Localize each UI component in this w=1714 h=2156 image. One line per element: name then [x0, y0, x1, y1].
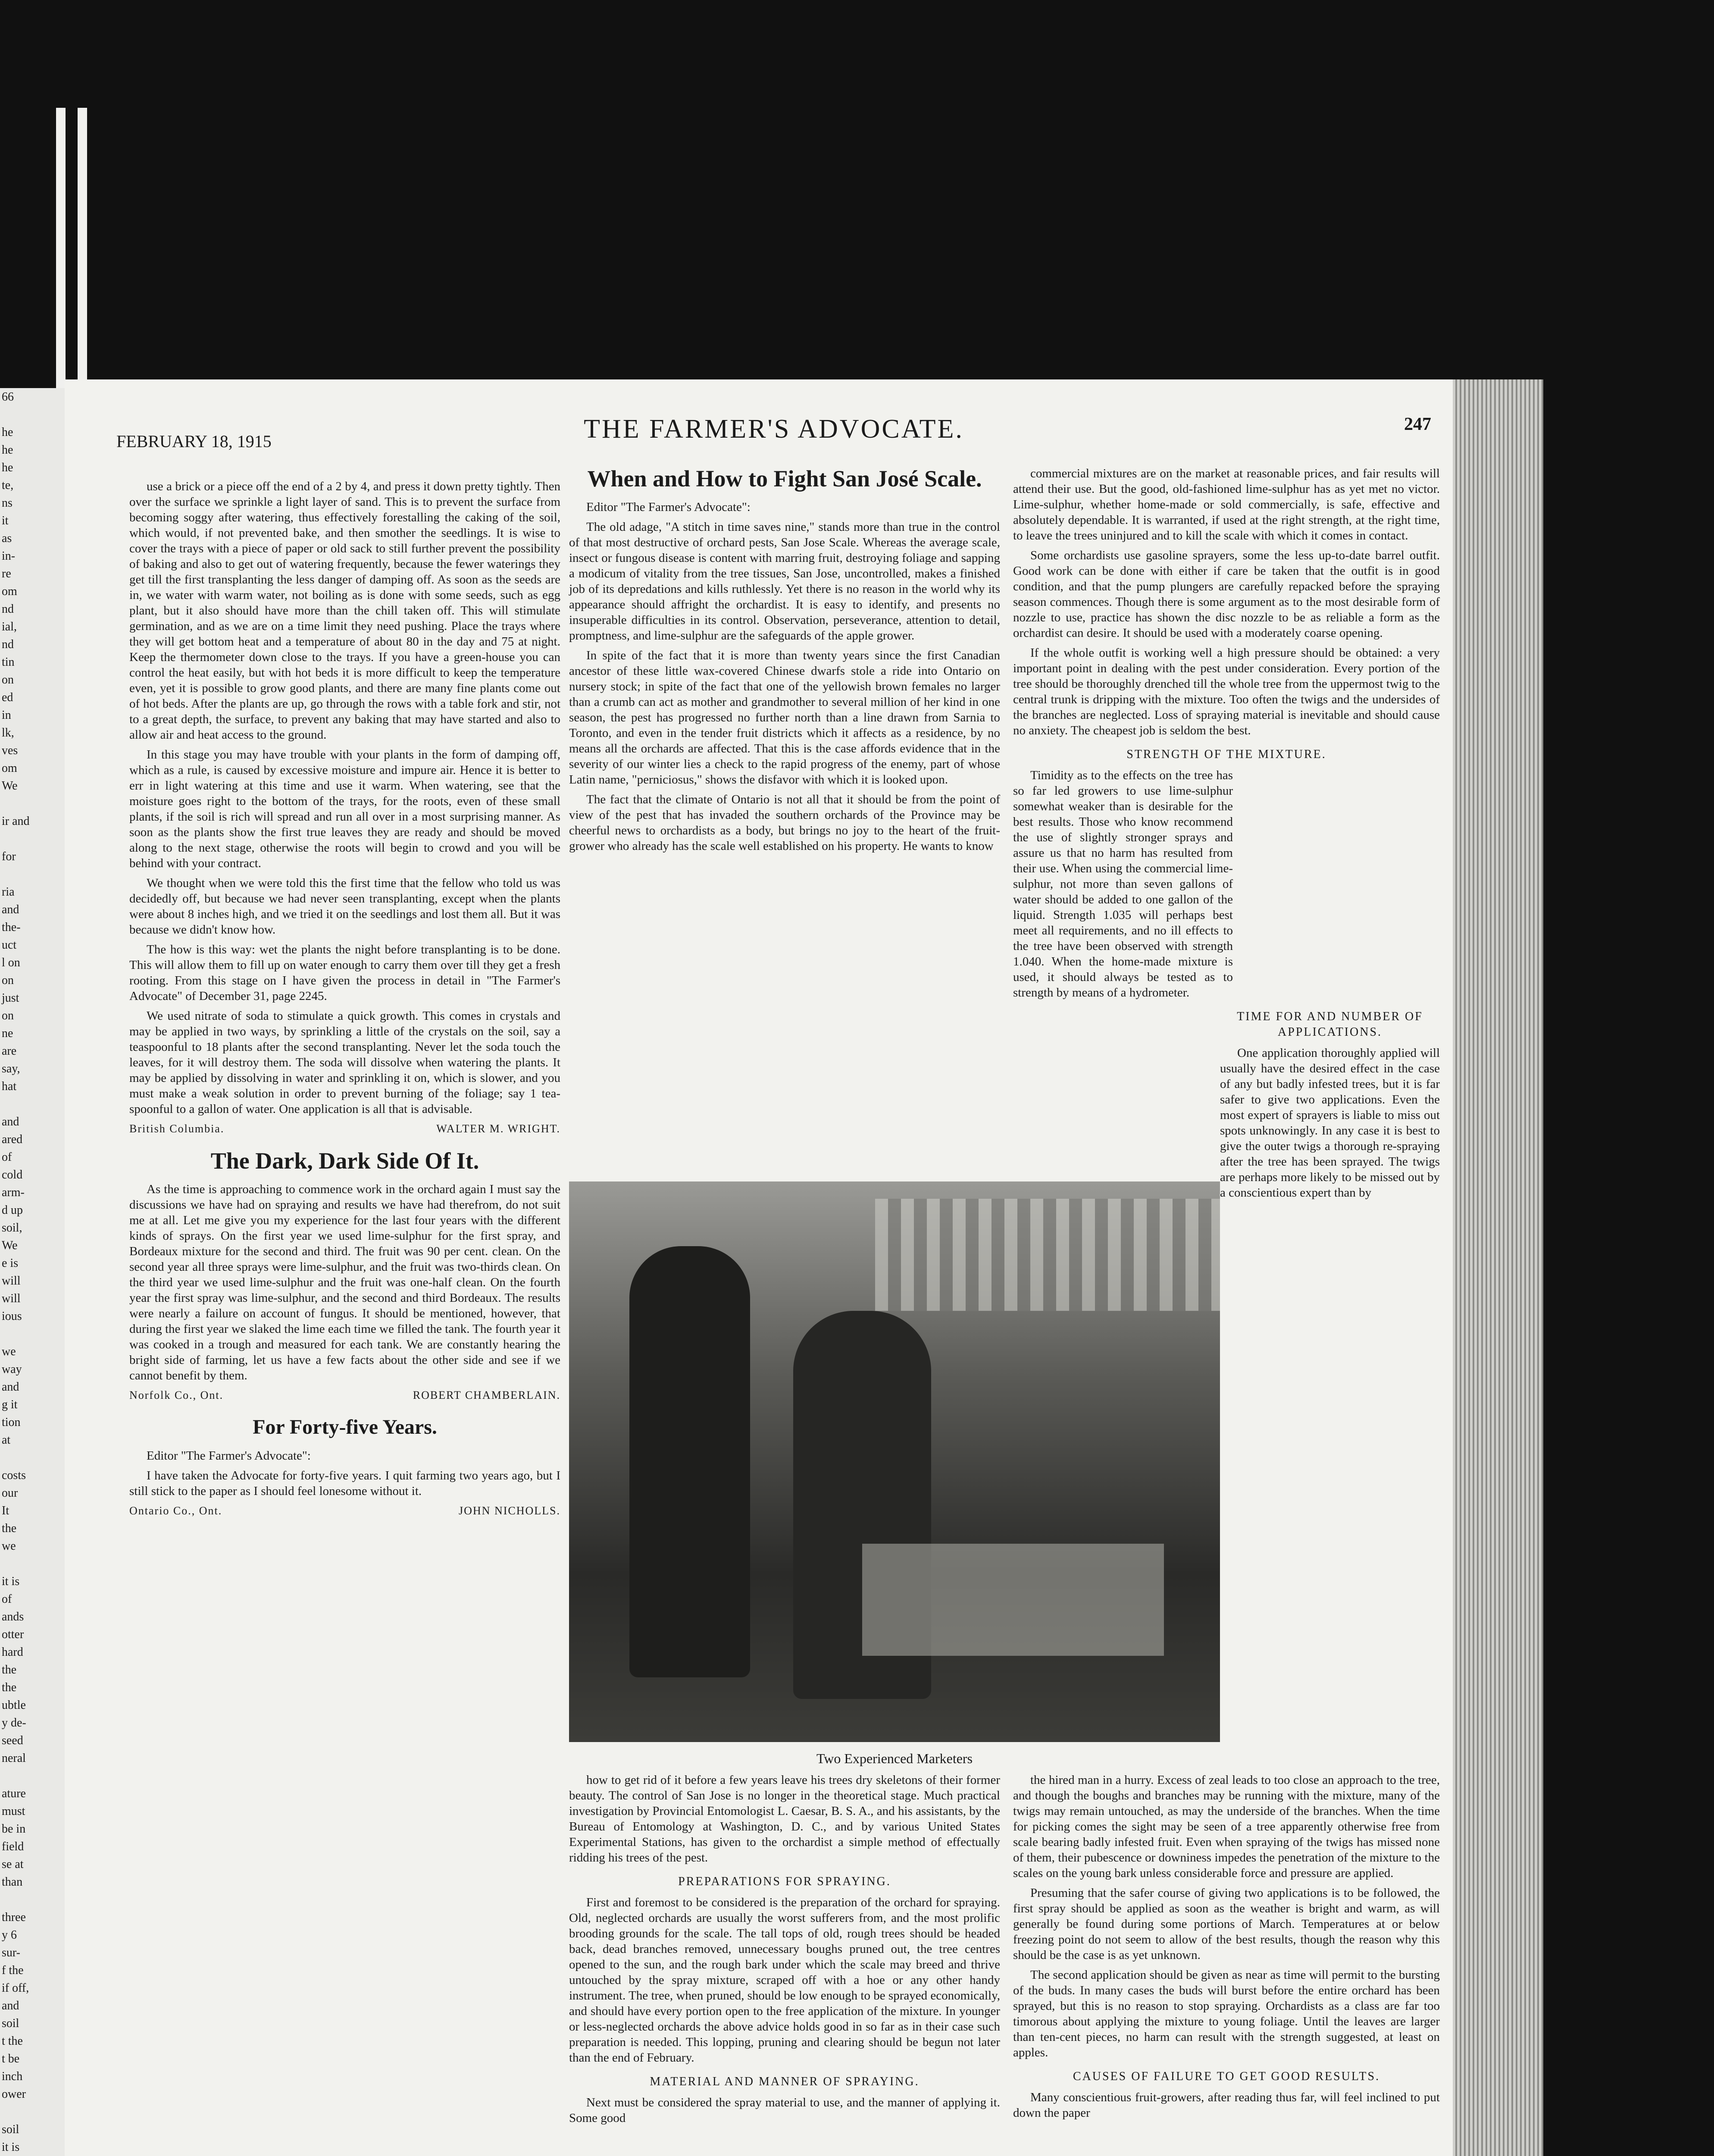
left-page-line: neral: [2, 1752, 26, 1765]
left-page-line: just: [2, 991, 19, 1005]
paragraph: Timidity as to the effects on the tree has so far led growers to use lime-sulphur somewhat weaker than is desirable for the best results. Those who know recommend the use of slightly stronger sprays and assure us that no harm has resulted from their use. When using the commercial lime-sulphur, not more than seven gallons of water should be added to one gallon of the liquid. Strength 1.035 will perhaps best meet all requirements, and no ill effects to the tree have been observed with strength 1.040. When the home-made mixture is used, it should always be tested as to strength by means of a hydrometer.: [1013, 768, 1233, 1000]
left-page-line: t the: [2, 2034, 23, 2048]
photograph-two-marketers: [569, 1181, 1220, 1742]
article-heading-san-jose-scale: When and How to Fight San José Scale.: [587, 466, 982, 492]
left-page-line: ower: [2, 2087, 26, 2101]
left-page-line: costs: [2, 1469, 26, 1482]
left-page-line: inch: [2, 2070, 23, 2083]
left-page-line: ed: [2, 691, 13, 704]
left-page-line: [2, 1449, 73, 1467]
article-heading-dark-side: The Dark, Dark Side Of It.: [210, 1148, 479, 1174]
binding-strip-2: [78, 108, 87, 410]
left-page-line: ria: [2, 885, 15, 899]
left-page-line: d up: [2, 1203, 23, 1217]
photo-crates: [862, 1544, 1164, 1656]
left-page-line: soil: [2, 2123, 19, 2136]
sig-place: British Columbia.: [129, 1122, 225, 1135]
left-page-line: [2, 406, 73, 423]
left-page-line: sur-: [2, 1946, 20, 1959]
left-page-line: 66: [2, 390, 14, 404]
left-page-line: the-: [2, 921, 21, 934]
paragraph: Some orchardists use gasoline sprayers, some the less up-to-date barrel outfit. Good work can be done with either if care be taken that the outfit is in good condition, and that the pump plungers are carefully repacked before the spraying season commences. Though there is some argument as to the most desirable form of nozzle to use, practice has shown the disc nozzle to be as reliable a form as the orchardist can desire. It should be used with a moderately coarse opening.: [1013, 548, 1440, 640]
photo-building: [875, 1199, 1220, 1311]
paragraph: use a brick or a piece off the end of a 2 by 4, and press it down pretty tightly. Then over the surface we sprinkle a light layer of sand. This is to prevent the surface from becoming soggy after watering, thus effectively forestalling the caking of the soil, which would, if not prevented bake, and then smother the seedlings. It is wise to cover the trays with a piece of paper or old sack to still further prevent the possibility of baking and also to get out of watering frequently, because the fewer waterings they get till the first transplanting the less danger of damping off. As soon as the seeds are in, we water with warm water, not boiling as is done with some seeds, such as egg plant, but it also should have more than the chill taken off. This will stimulate germination, and as we are on a time limit they need pushing. Place the trays where they will get bottom heat and a temperature of about 80 in the day and 75 at night. Keep the thermometer down close to the trays. If you have a green-house you can control the heat easily, but with hot beds it is more difficult to keep the temperature even, yet it is possible to grow good plants, and there are many fine plants come out of hot beds. After the plants are up, go through the rows with a table fork and stir, not to a great depth, the surface, to prevent any baking that may have started and also to allow air and heat access to the ground.: [129, 479, 560, 742]
left-page-line: re: [2, 567, 11, 580]
column-2: [569, 466, 1000, 858]
left-page-line: se at: [2, 1858, 24, 1871]
paragraph: commercial mixtures are on the market at reasonable prices, and fair results will attend their use. But the good, old-fashioned lime-sulphur has as yet met no victor. Lime-sulphur, whether home-made or sold commercially, is safe, effective and absolutely dependable. It is warranted, if used at the right strength, at the right time, to leave the trees uninjured and to kill the scale with which it comes in contact.: [1013, 467, 1440, 542]
left-page-line: nd: [2, 602, 14, 616]
sig-author: WALTER M. WRIGHT.: [436, 1122, 560, 1135]
left-page-fragment: [0, 388, 73, 2156]
left-page-line: otter: [2, 1628, 24, 1641]
left-page-line: ubtle: [2, 1698, 26, 1712]
left-page-line: y de-: [2, 1716, 26, 1730]
left-page-line: for: [2, 850, 16, 863]
masthead: THE FARMER'S ADVOCATE.: [584, 414, 964, 444]
paragraph: The second application should be given as near as time will permit to the bursting of the buds. In many cases the buds will burst before the entire orchard has been sprayed, but this is no reason to stop spraying. Orchardists as a class are far too timorous about applying the mixture to young foliage. Until the leaves are larger than ten-cent pieces, no harm can result with the strength suggested, at least on apples.: [1013, 1968, 1440, 2059]
left-page-line: soil,: [2, 1221, 22, 1235]
left-page-line: and: [2, 1380, 19, 1394]
left-page-line: of: [2, 1592, 12, 1606]
newspaper-page: [65, 379, 1457, 2156]
paragraph: Presuming that the safer course of giving two applications is to be followed, the first spray should be applied as soon as the weather is bright and warm, as will generally be found during some portions of March. Temperatures at or below freezing point do not seem to allow of the best results, though the reason why this should be the case is as yet unknown.: [1013, 1886, 1440, 1962]
column-3-lower: [1013, 1772, 1440, 2125]
left-page-line: [2, 2103, 73, 2121]
left-page-line: it: [2, 514, 9, 527]
left-page-line: uct: [2, 938, 17, 952]
left-page-line: hard: [2, 1645, 23, 1659]
subheading-preparations: PREPARATIONS FOR SPRAYING.: [678, 1875, 891, 1888]
left-page-line: the: [2, 1522, 17, 1535]
left-page-line: om: [2, 761, 17, 775]
paragraph: We used nitrate of soda to stimulate a quick growth. This comes in crystals and may be applied in two ways, by sprinkling a little of the crystals on the soil, say a teaspoonful to 18 plants after the second transplanting. Never let the soda touch the leaves, for it will destroy them. The soda will dissolve when watering the plants. It may be applied by dissolving in water and sprinkling it on, which is slower, and you must make a weak solution in order to prevent burning of the foliage; say 1 tea-spoonful to a gallon of water. One application is all that is advisable.: [129, 1009, 560, 1116]
left-page-line: ands: [2, 1610, 24, 1623]
left-page-line: [2, 1891, 73, 1908]
left-page-line: cold: [2, 1168, 23, 1181]
paragraph: Editor "The Farmer's Advocate":: [586, 500, 751, 514]
left-page-line: will: [2, 1292, 21, 1305]
left-page-line: We: [2, 779, 18, 793]
sig-place: Ontario Co., Ont.: [129, 1504, 222, 1517]
left-page-line: t be: [2, 2052, 20, 2065]
subheading-causes-failure: CAUSES OF FAILURE TO GET GOOD RESULTS.: [1073, 2070, 1380, 2083]
left-page-line: We: [2, 1239, 18, 1252]
paragraph: The old adage, "A stitch in time saves nine," stands more than true in the control of that most destructive of orchard pests, San Jose Scale. Whereas the average scale, insect or fungous disease is content with marring fruit, destroying foliage and sapping a modicum of vitality from the tree tissues, San Jose, uncontrolled, makes a finished job of its depredations and kills ruthlessly. Yet there is no reason in the world why its appearance should affright the orchardist. It is easy to identify, and presents no insuperable difficulties in its control. Observation, perseverance, attention to detail, promptness, and lime-sulphur are the safeguards of the apple grower.: [569, 520, 1000, 642]
left-page-line: at: [2, 1433, 11, 1447]
left-page-line: he: [2, 443, 13, 457]
left-page-line: on: [2, 1009, 14, 1022]
left-page-line: of: [2, 1150, 12, 1164]
left-page-line: y 6: [2, 1928, 17, 1942]
left-page-line: ir and: [2, 815, 30, 828]
left-page-line: l on: [2, 956, 20, 969]
subheading-strength: STRENGTH OF THE MIXTURE.: [1126, 748, 1326, 761]
left-page-line: field: [2, 1840, 24, 1853]
left-page-line: [2, 1555, 73, 1573]
paragraph: As the time is approaching to commence work in the orchard again I must say the discussions we have had on spraying and results we have had therefrom, do not suit me at all. Let me give you my experience for the last four years with the different kinds of sprays. On the first year we used lime-sulphur for the first spray, and Bordeaux mixture for the second and third. The fruit was 90 per cent. clean. On the second year all three sprays were lime-sulphur, and the fruit was two-thirds clean. On the third year we used lime-sulphur and the fruit was one-half clean. On the fourth year the first spray was lime-sulphur, and the second and third Bordeaux. The results were nearly a failure on account of fungus. It should be mentioned, however, that during the first year we slaked the lime each time we filled the tank. The fourth year it was cooked in a trough and measured for each tank. We are constantly hearing the bright side of farming, let us have a few facts about the other side and see if we cannot benefit by them.: [129, 1182, 560, 1382]
left-page-line: [2, 830, 73, 848]
left-page-line: seed: [2, 1734, 23, 1747]
left-page-line: ial,: [2, 620, 17, 633]
left-page-line: te,: [2, 479, 14, 492]
left-page-line: ature: [2, 1787, 26, 1800]
left-page-line: tion: [2, 1416, 21, 1429]
sig-place: Norfolk Co., Ont.: [129, 1389, 224, 1401]
left-page-line: on: [2, 974, 14, 987]
left-page-line: we: [2, 1345, 16, 1358]
paragraph: The fact that the climate of Ontario is not all that it should be from the point of view of the pest that has invaded the southern orchards of the Province may be cheerful news to orchardists as a body, but brings no joy to the heart of the fruit-grower who already has the scale well established on his property. He wants to know: [569, 793, 1000, 853]
article-heading-forty-five-years: For Forty-five Years.: [253, 1416, 437, 1438]
left-page-line: the: [2, 1681, 17, 1694]
column-2-lower: [569, 1772, 1000, 2130]
paragraph: In this stage you may have trouble with your plants in the form of damping off, which as a rule, is caused by excessive moisture and impure air. Hence it is better to err in light watering at this time and use it warm. When watering, see that the moisture goes right to the bottom of the trays, for the roots, even of these small plants, if the soil is rich will spread and run all over in a most surprising manner. As soon as the plants show the first true leaves they are ready and should be moved along to the next stage, otherwise the roots will begin to crowd and you will be behind with your contract.: [129, 748, 560, 870]
left-page-line: ns: [2, 496, 13, 510]
sig-author: ROBERT CHAMBERLAIN.: [413, 1389, 560, 1401]
left-page-line: soil: [2, 2017, 19, 2030]
left-page-line: will: [2, 1274, 21, 1288]
left-page-line: e is: [2, 1257, 19, 1270]
left-page-line: [2, 795, 73, 812]
left-page-line: [2, 865, 73, 883]
binding-strip-1: [56, 108, 66, 410]
left-page-line: and: [2, 1999, 19, 2012]
subheading-time-applications: TIME FOR AND NUMBER OF APPLICATIONS.: [1237, 1010, 1423, 1039]
paragraph: Editor "The Farmer's Advocate":: [147, 1449, 311, 1463]
left-page-line: in-: [2, 549, 16, 563]
left-page-line: must: [2, 1805, 25, 1818]
paragraph: Next must be considered the spray material to use, and the manner of applying it. Some good: [569, 2096, 1000, 2125]
left-page-line: three: [2, 1911, 26, 1924]
left-page-line: the: [2, 1663, 17, 1677]
left-page-line: in: [2, 708, 11, 722]
left-page-line: it is: [2, 1575, 20, 1588]
left-page-line: arm-: [2, 1186, 25, 1199]
left-page-line: on: [2, 673, 14, 686]
left-page-line: [2, 1767, 73, 1785]
left-page-line: nd: [2, 638, 14, 651]
left-page-line: lk,: [2, 726, 14, 740]
subheading-material: MATERIAL AND MANNER OF SPRAYING.: [650, 2075, 920, 2088]
sig-author: JOHN NICHOLLS.: [459, 1504, 560, 1517]
signature-1: [129, 1121, 560, 1137]
left-page-line: way: [2, 1363, 22, 1376]
left-page-line: be in: [2, 1822, 26, 1836]
paragraph: One application thoroughly applied will usually have the desired effect in the case of any but badly infested trees, but it is far safer to give two applications. Even the most expert of sprayers is liable to miss out spots unknowingly. In any case it is best to give the outer twigs a thorough re-spraying after the tree has been sprayed. The twigs are perhaps more likely to be missed out by a conscientious expert than by: [1220, 1046, 1440, 1200]
left-page-line: tin: [2, 655, 15, 669]
paragraph: If the whole outfit is working well a high pressure should be obtained: a very important point in dealing with the pest under consideration. Every portion of the tree should be thoroughly drenched till the whole tree from the uppermost twig to the central trunk is dripping with the mixture. Too often the twigs and the undersides of the branches are neglected. Loss of spraying material is inevitable and should cause no anxiety. The cheapest job is seldom the best.: [1013, 646, 1440, 737]
left-page-line: as: [2, 532, 12, 545]
left-page-line: and: [2, 903, 19, 916]
column-3: [1013, 466, 1440, 1205]
left-page-line: [2, 1095, 73, 1113]
left-page-line: than: [2, 1875, 23, 1889]
paragraph: We thought when we were told this the first time that the fellow who told us was decidedly off, but because we had never seen transplanting, except when the plants were about 8 inches high, and we tried it on the seedlings and lost them all. But it was because we didn't know how.: [129, 876, 560, 937]
photo-man-left: [629, 1246, 750, 1677]
left-page-line: if off,: [2, 1981, 29, 1995]
signature-2: [129, 1388, 560, 1403]
left-page-line: it is: [2, 2140, 20, 2154]
left-page-line: [2, 1325, 73, 1343]
left-page-line: ne: [2, 1027, 13, 1040]
paragraph: First and foremost to be considered is the preparation of the orchard for spraying. Old, neglected orchards are usually the worst sufferers from, and the most prolific brooding grounds for the scale. The tall tops of old, rough trees should be headed back, dead branches removed, unnecessary boughs pruned out, the tree centres opened to the sun, and the rough bark under which the scale may breed and thrive untouched by the spray mixture, scraped off with a hoe or any other handy instrument. The tree, when pruned, should be low enough to be sprayed economically, and should have every portion open to the free application of the mixture. In younger or less-neglected orchards the above advice holds good in so far as in their case such preparation is needed. This lopping, pruning and clearing should be begun not later than the end of February.: [569, 1896, 1000, 2065]
left-page-line: It: [2, 1504, 9, 1517]
page-header: [116, 414, 1431, 451]
left-page-line: he: [2, 461, 13, 474]
paragraph: the hired man in a hurry. Excess of zeal leads to too close an approach to the tree, and though the boughs and branches may be running with the mixture, many of the twigs may remain untouched, as may the underside of the branches. When the time for picking comes the sight may be seen of a tree apparently otherwise free from scale bearing badly infested fruit. Even when spraying of the twigs has missed none of them, their pubescence or downiness impedes the penetration of the mixture to the scales on the young bark unless considerable force and pressure are applied.: [1013, 1773, 1440, 1880]
left-page-line: hat: [2, 1080, 17, 1093]
left-page-line: we: [2, 1539, 16, 1553]
issue-date: FEBRUARY 18, 1915: [116, 432, 272, 451]
photo-caption: Two Experienced Marketers: [816, 1751, 973, 1766]
left-page-line: g it: [2, 1398, 18, 1411]
left-page-line: say,: [2, 1062, 20, 1075]
left-page-line: and: [2, 1115, 19, 1128]
left-page-line: our: [2, 1486, 18, 1500]
left-page-line: are: [2, 1044, 17, 1058]
left-page-line: he: [2, 426, 13, 439]
page-edges: [1453, 379, 1543, 2156]
signature-3: [129, 1503, 560, 1519]
left-page-line: f the: [2, 1964, 24, 1977]
paragraph: how to get rid of it before a few years leave his trees dry skeletons of their former beauty. The control of San Jose is no longer in the theoretical stage. Much practical investigation by Provincial Entomologist L. Caesar, B. S. A., and his assistants, by the Bureau of Entomology at Washington, D. C., and by various United States Experimental Stations, has given to the orchardist a simple method of effectually ridding his trees of the pest.: [569, 1773, 1000, 1865]
paragraph: Many conscientious fruit-growers, after reading thus far, will feel inclined to put down the paper: [1013, 2090, 1440, 2120]
column-1: [129, 479, 560, 1519]
left-page-line: ious: [2, 1310, 22, 1323]
paragraph: In spite of the fact that it is more than twenty years since the first Canadian ancestor of these little wax-covered Chinese dwarfs stole a ride into Ontario on nursery stock; in spite of the fact that one of the yellowish brown females no larger than a crumb can act as mother and grandmother to several million of her kind in one season, the pest has progressed no further north than a line drawn from Sarnia to Toronto, and even in the tender fruit districts which it affects as a residence, by no means all the orchards are affected. That this is the case affords evidence that in the severity of our winter lies a check to the rapid progress of the enemy, part of whose Latin name, "perniciosus," shows the disfavor with which it is looked upon.: [569, 649, 1000, 787]
left-page-line: om: [2, 585, 17, 598]
paragraph: The how is this way: wet the plants the night before transplanting is to be done. This will allow them to fill up on water enough to carry them over till they get a fresh rooting. From this stage on I have given the process in detail in "The Farmer's Advocate" of December 31, page 2245.: [129, 943, 560, 1003]
page-number: 247: [1404, 414, 1431, 434]
left-page-line: ared: [2, 1133, 23, 1146]
left-page-line: ves: [2, 744, 18, 757]
paragraph: I have taken the Advocate for forty-five years. I quit farming two years ago, but I still stick to the paper as I should feel lonesome without it.: [129, 1469, 560, 1498]
